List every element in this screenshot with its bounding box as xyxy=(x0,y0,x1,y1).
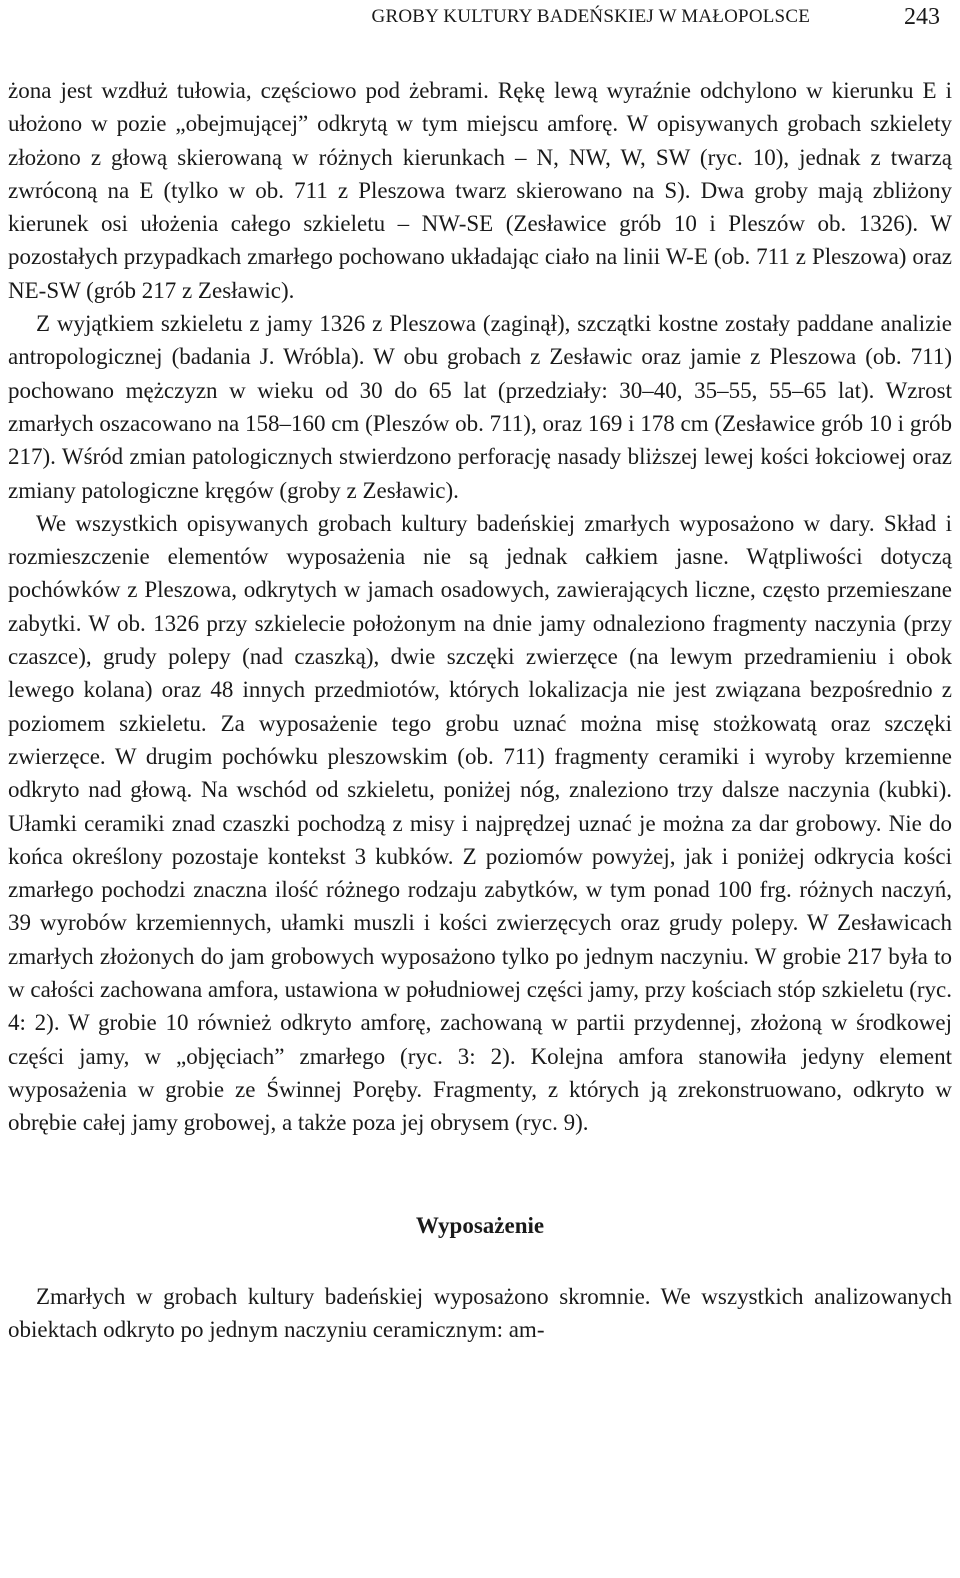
paragraph: żona jest wzdłuż tułowia, częściowo pod żebrami. Rękę lewą wyraźnie odchylono w kierunku E i ułożono w pozie „obejmującej” odkrytą w tym miejscu amforę. W opisywanych grobach szkielety złożono z głową skierowaną w różnych kierunkach – N, NW, W, SW (ryc. 10), jednak z twarzą zwróconą na E (tylko w ob. 711 z Pleszowa twarz skierowano na S). Dwa groby mają zbliżony kierunek osi ułożenia całego szkieletu – NW-SE (Zesławice grób 10 i Pleszów ob. 1326). W pozostałych przypadkach zmarłego pochowano układając ciało na linii W-E (ob. 711 z Pleszowa) oraz NE-SW (grób 217 z Zesławic). xyxy=(8,78,952,303)
paragraph: We wszystkich opisywanych grobach kultury badeńskiej zmarłych wyposażono w dary. Skład i rozmieszczenie elementów wyposażenia nie są jednak całkiem jasne. Wątpliwości dotyczą pochówków z Pleszowa, odkrytych w jamach osadowych, zawierających liczne, często przemieszane zabytki. W ob. 1326 przy szkielecie położonym na dnie jamy odnaleziono fragmenty naczynia (przy czaszce), grudy polepy (nad czaszką), dwie szczęki zwierzęce (na lewym przedramieniu i obok lewego kolana) oraz 48 innych przedmiotów, których lokalizacja nie jest związana bezpośrednio z poziomem szkieletu. Za wyposażenie tego grobu uznać można misę stożkowatą oraz szczęki zwierzęce. W drugim pochówku pleszowskim (ob. 711) fragmenty ceramiki i wyroby krzemienne odkryto nad głową. Na wschód od szkieletu, poniżej nóg, znaleziono trzy dalsze naczynia (kubki). Ułamki ceramiki znad czaszki pochodzą z misy i najprędzej uznać je można za dar grobowy. Nie do końca określony pozostaje kontekst 3 kubków. Z poziomów powyżej, jak i poniżej odkrycia kości zmarłego pochodzi znaczna ilość różnego rodzaju zabytków, w tym ponad 100 frg. różnych naczyń, 39 wyrobów krzemiennych, ułamki muszli i kości zwierzęcych oraz grudy polepy. W Zesławicach zmarłych złożonych do jam grobowych wyposażono tylko po jednym naczyniu. W grobie 217 była to w całości zachowana amfora, ustawiona w południowej części jamy, przy kościach stóp szkieletu (ryc. 4: 2). W grobie 10 również odkryto amforę, zachowaną w partii przydennej, złożoną w środkowej części jamy, w „objęciach” zmarłego (ryc. 3: 2). Kolejna amfora stanowiła jedyny element wyposażenia w grobie ze Świnnej Poręby. Fragmenty, z których ją zrekonstruowano, odkryto w obrębie całej jamy grobowej, a także poza jej obrysem (ryc. 9). xyxy=(8,510,952,1136)
page-number: 243 xyxy=(904,4,940,30)
paragraph: Z wyjątkiem szkieletu z jamy 1326 z Pleszowa (zaginął), szczątki kostne zostały paddane analizie antropologicznej (badania J. Wróbla). W obu grobach z Zesławic oraz jamie z Pleszowa (ob. 711) pochowano mężczyzn w wieku od 30 do 65 lat (przedziały: 30–40, 35–55, 55–65 lat). Wzrost zmarłych oszacowano na 158–160 cm (Pleszów ob. 711), oraz 169 i 178 cm (Zesławice grób 10 i grób 217). Wśród zmian patologicznych stwierdzono perforację nasady bliższej lewej kości łokciowej oraz zmiany patologiczne kręgów (groby z Zesławic). xyxy=(8,311,952,503)
section-heading: Wyposażenie xyxy=(415,1212,545,1238)
body-text xyxy=(8,74,952,1346)
running-title: GROBY KULTURY BADEŃSKIEJ W MAŁOPOLSCE xyxy=(371,6,810,27)
page-header xyxy=(8,0,952,30)
paragraph: Zmarłych w grobach kultury badeńskiej wyposażono skromnie. We wszystkich analizowanych obiektach odkryto po jednym naczyniu ceramicznym: am- xyxy=(8,1283,952,1343)
